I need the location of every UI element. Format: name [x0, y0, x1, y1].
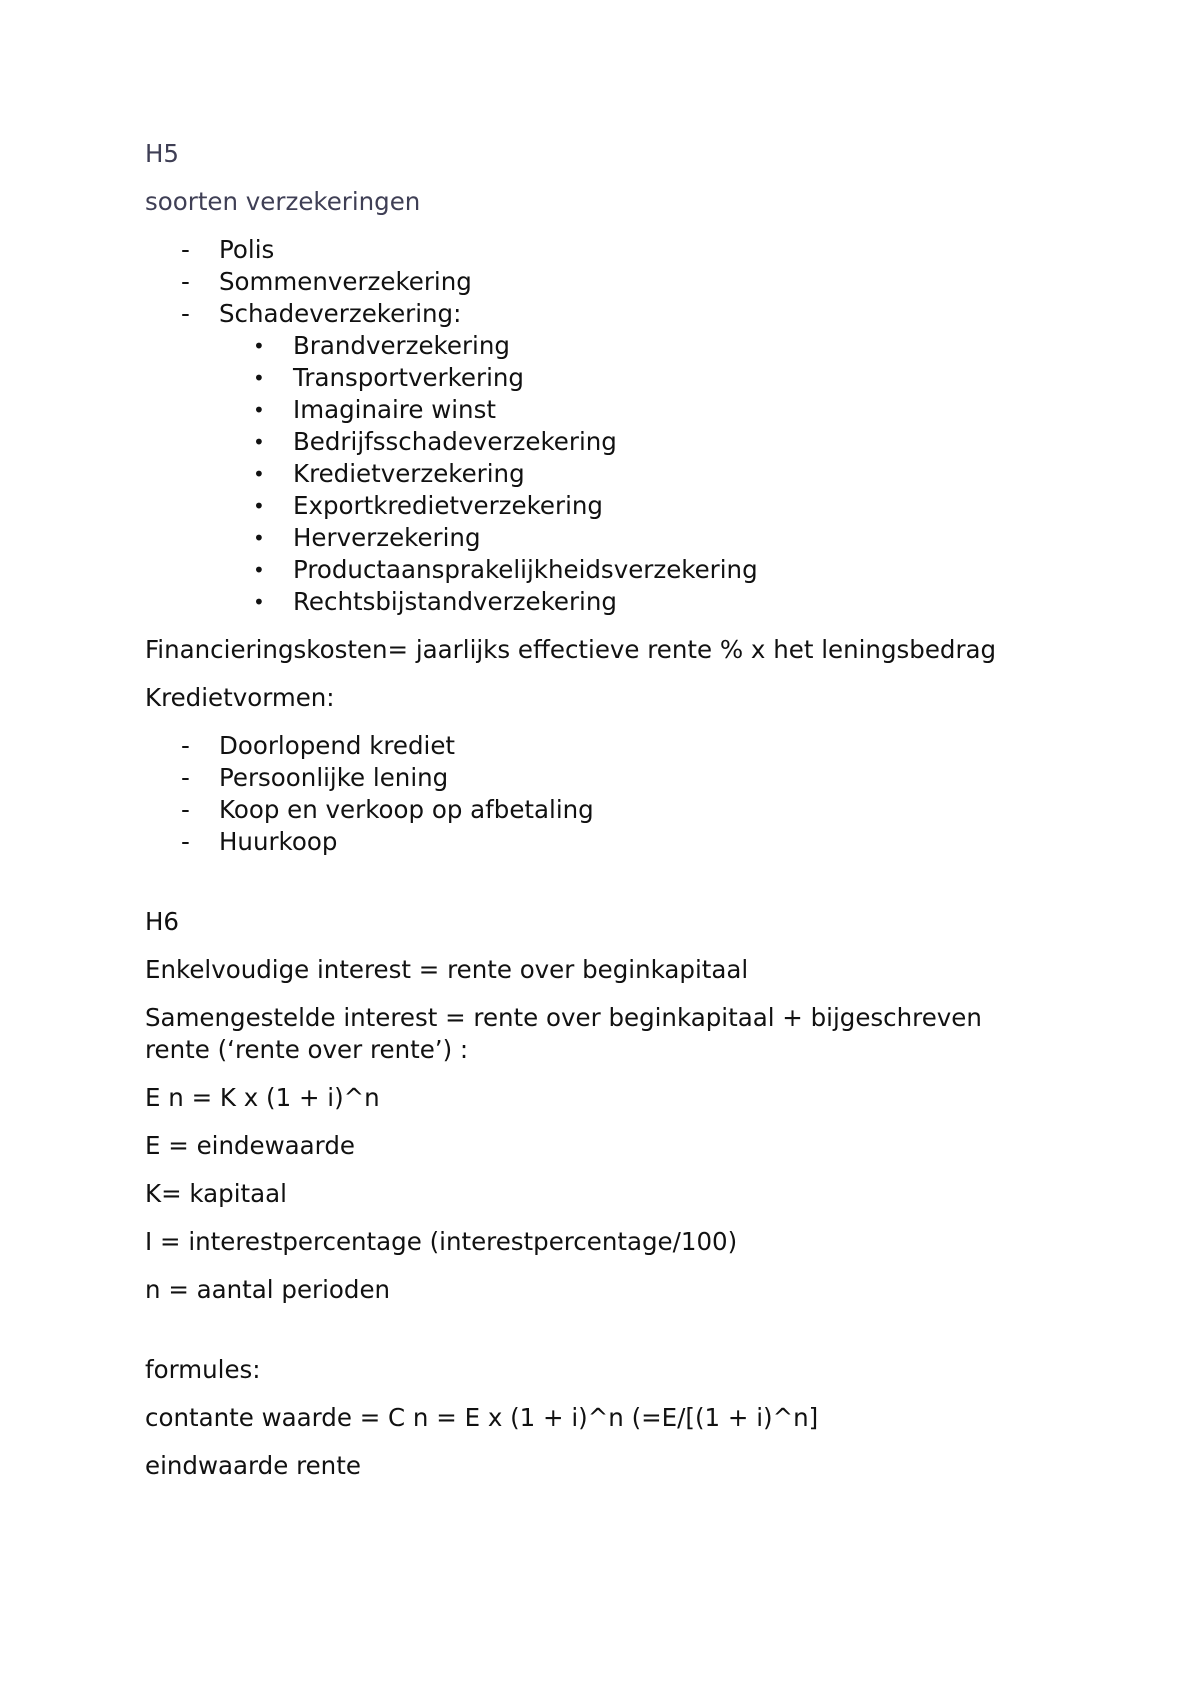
list-item: • Imaginaire winst — [253, 395, 496, 424]
present-value-formula: contante waarde = C n = E x (1 + i)^n (=E/[(1 + i)^n] — [145, 1403, 819, 1432]
financing-costs-text: Financieringskosten= jaarlijks effectieve rente % x het leningsbedrag — [145, 635, 997, 664]
list-item: • Kredietverzekering — [253, 459, 525, 488]
list-item: • Exportkredietverzekering — [253, 491, 603, 520]
dash-marker: - — [181, 763, 190, 792]
bullet-marker: • — [253, 558, 265, 582]
list-item: - Schadeverzekering: — [181, 299, 462, 328]
document-page — [145, 138, 1065, 1482]
section-heading-h5: H5 — [145, 139, 180, 168]
list-item: • Productaansprakelijkheidsverzekering — [253, 555, 758, 584]
section-heading-h6: H6 — [145, 907, 180, 936]
list-item: - Persoonlijke lening — [181, 763, 449, 792]
definition-i: I = interestpercentage (interestpercentage/100) — [145, 1227, 738, 1256]
list-item: • Rechtsbijstandverzekering — [253, 587, 617, 616]
dash-marker: - — [181, 795, 190, 824]
bullet-marker: • — [253, 462, 265, 486]
list-item: • Bedrijfsschadeverzekering — [253, 427, 617, 456]
bullet-marker: • — [253, 334, 265, 358]
list-item: - Koop en verkoop op afbetaling — [181, 795, 594, 824]
bullet-marker: • — [253, 366, 265, 390]
end-value-interest-text: eindwaarde rente — [145, 1451, 361, 1480]
bullet-marker: • — [253, 398, 265, 422]
damage-insurance-list — [145, 330, 1065, 618]
list-item: - Huurkoop — [181, 827, 338, 856]
compound-formula: E n = K x (1 + i)^n — [145, 1083, 380, 1112]
formulas-label: formules: — [145, 1355, 261, 1384]
dash-marker: - — [181, 235, 190, 264]
dash-marker: - — [181, 827, 190, 856]
definition-k: K= kapitaal — [145, 1179, 287, 1208]
list-item: • Brandverzekering — [253, 331, 510, 360]
bullet-marker: • — [253, 430, 265, 454]
dash-marker: - — [181, 731, 190, 760]
bullet-marker: • — [253, 590, 265, 614]
list-item: • Herverzekering — [253, 523, 481, 552]
simple-interest-text: Enkelvoudige interest = rente over beginkapitaal — [145, 955, 749, 984]
bullet-marker: • — [253, 526, 265, 550]
list-item: - Polis — [181, 235, 275, 264]
list-item: - Sommenverzekering — [181, 267, 472, 296]
bullet-marker: • — [253, 494, 265, 518]
credit-forms-label: Kredietvormen: — [145, 683, 335, 712]
list-item: • Transportverkering — [253, 363, 524, 392]
subheading-insurance-types: soorten verzekeringen — [145, 187, 421, 216]
credit-forms-list — [145, 730, 1065, 858]
compound-interest-text: Samengestelde interest = rente over beginkapitaal + bijgeschreven rente (‘rente over rente’) : — [145, 1003, 982, 1064]
definition-n: n = aantal perioden — [145, 1275, 391, 1304]
dash-marker: - — [181, 267, 190, 296]
dash-marker: - — [181, 299, 190, 328]
insurance-types-list — [145, 234, 1065, 330]
definition-e: E = eindewaarde — [145, 1131, 355, 1160]
list-item: - Doorlopend krediet — [181, 731, 456, 760]
